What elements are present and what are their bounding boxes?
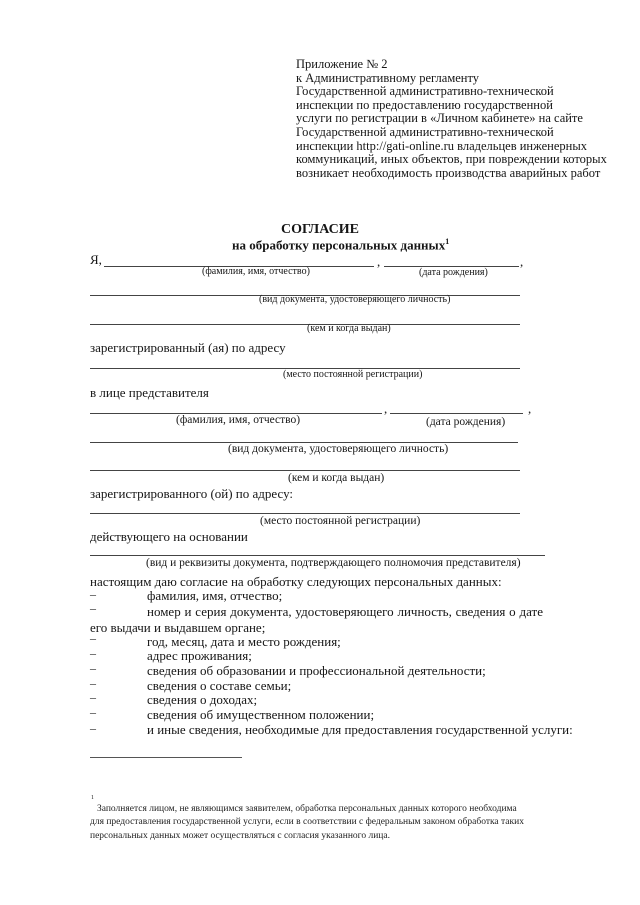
rep-id-document-caption: (вид документа, удостоверяющего личность)	[228, 443, 449, 455]
rep-registered-address-label: зарегистрированного (ой) по адресу:	[90, 486, 294, 501]
list-bullet: –	[90, 705, 96, 719]
rep-issued-by-caption: (кем и когда выдан)	[288, 472, 385, 484]
id-document-caption: (вид документа, удостоверяющего личность)	[259, 294, 451, 305]
consent-item: сведения о доходах;	[147, 692, 258, 707]
footnote-line: для предоставления государственной услуги, если в соответствии с федеральным законом обработка таких	[90, 817, 524, 827]
document-title: СОГЛАСИЕ	[281, 222, 359, 237]
footnote-reference: 1	[445, 237, 450, 246]
footnote-separator	[90, 757, 242, 758]
consent-item: сведения об образовании и профессиональной деятельности;	[147, 663, 486, 678]
consent-item: фамилия, имя, отчество;	[147, 588, 283, 603]
comma: ,	[377, 254, 381, 269]
list-bullet: –	[90, 631, 96, 645]
list-bullet: –	[90, 661, 96, 675]
appendix-line: Государственной административно-технической	[296, 84, 554, 99]
list-bullet: –	[90, 587, 96, 601]
appendix-line: Государственной административно-технической	[296, 124, 554, 139]
registered-address-label: зарегистрированный (ая) по адресу	[90, 340, 286, 355]
list-bullet: –	[90, 646, 96, 660]
issued-by-field-line[interactable]	[90, 324, 520, 325]
consent-item: сведения об имущественном положении;	[147, 707, 375, 722]
rep-fio-caption: (фамилия, имя, отчество)	[176, 414, 301, 426]
comma: ,	[520, 254, 524, 269]
consent-item: адрес проживания;	[147, 648, 252, 663]
basis-caption: (вид и реквизиты документа, подтверждающего полномочия представителя)	[146, 557, 521, 569]
representative-label: в лице представителя	[90, 385, 209, 400]
list-bullet: –	[90, 676, 96, 690]
consent-intro: настоящим даю согласие на обработку следующих персональных данных:	[90, 574, 502, 589]
rep-residence-field-line[interactable]	[90, 513, 520, 514]
consent-item: и иные сведения, необходимые для предоставления государственной услуги:	[147, 722, 573, 737]
rep-issued-by-field-line[interactable]	[90, 470, 520, 471]
appendix-line: Приложение № 2	[296, 57, 388, 71]
basis-label: действующего на основании	[90, 529, 248, 544]
consent-item: год, месяц, дата и место рождения;	[147, 634, 341, 649]
appendix-line: услуги по регистрации в «Личном кабинете» на сайте	[296, 111, 583, 126]
i-label: Я,	[90, 252, 102, 267]
appendix-line: возникает необходимость производства аварийных работ	[296, 165, 601, 180]
birthdate-caption: (дата рождения)	[419, 267, 488, 278]
appendix-header	[296, 58, 607, 180]
consent-item: сведения о составе семьи;	[147, 678, 292, 693]
document-subtitle	[232, 237, 449, 253]
list-bullet: –	[90, 690, 96, 704]
footnote-line: Заполняется лицом, не являющимся заявителем, обработка персональных данных которого необходима	[97, 804, 517, 814]
consent-item: номер и серия документа, удостоверяющего личность, сведения о дате	[147, 604, 543, 619]
residence-caption: (место постоянной регистрации)	[283, 369, 423, 380]
appendix-line: к Административному регламенту	[296, 70, 480, 85]
footnote-line: персональных данных может осуществляться с согласия указанного лица.	[90, 831, 390, 841]
subtitle-text: на обработку персональных данных	[232, 237, 446, 253]
comma: ,	[528, 401, 532, 416]
comma: ,	[384, 401, 388, 416]
appendix-line: коммуникаций, иных объектов, при повреждении которых	[296, 152, 607, 167]
appendix-line: инспекции http://gati-online.ru владельцев инженерных	[296, 138, 587, 153]
list-bullet: –	[90, 721, 96, 735]
rep-birthdate-caption: (дата рождения)	[426, 416, 506, 428]
appendix-line: инспекции по предоставлению государственной	[296, 97, 553, 112]
rep-birthdate-field-line[interactable]	[390, 413, 523, 414]
rep-residence-caption: (место постоянной регистрации)	[260, 515, 421, 527]
fio-caption: (фамилия, имя, отчество)	[202, 266, 310, 277]
issued-by-caption: (кем и когда выдан)	[307, 323, 391, 334]
consent-item-continuation: его выдачи и выдавшем органе;	[90, 620, 266, 635]
footnote-mark: 1	[91, 795, 94, 801]
list-bullet: –	[90, 601, 96, 615]
basis-field-line[interactable]	[90, 555, 545, 556]
